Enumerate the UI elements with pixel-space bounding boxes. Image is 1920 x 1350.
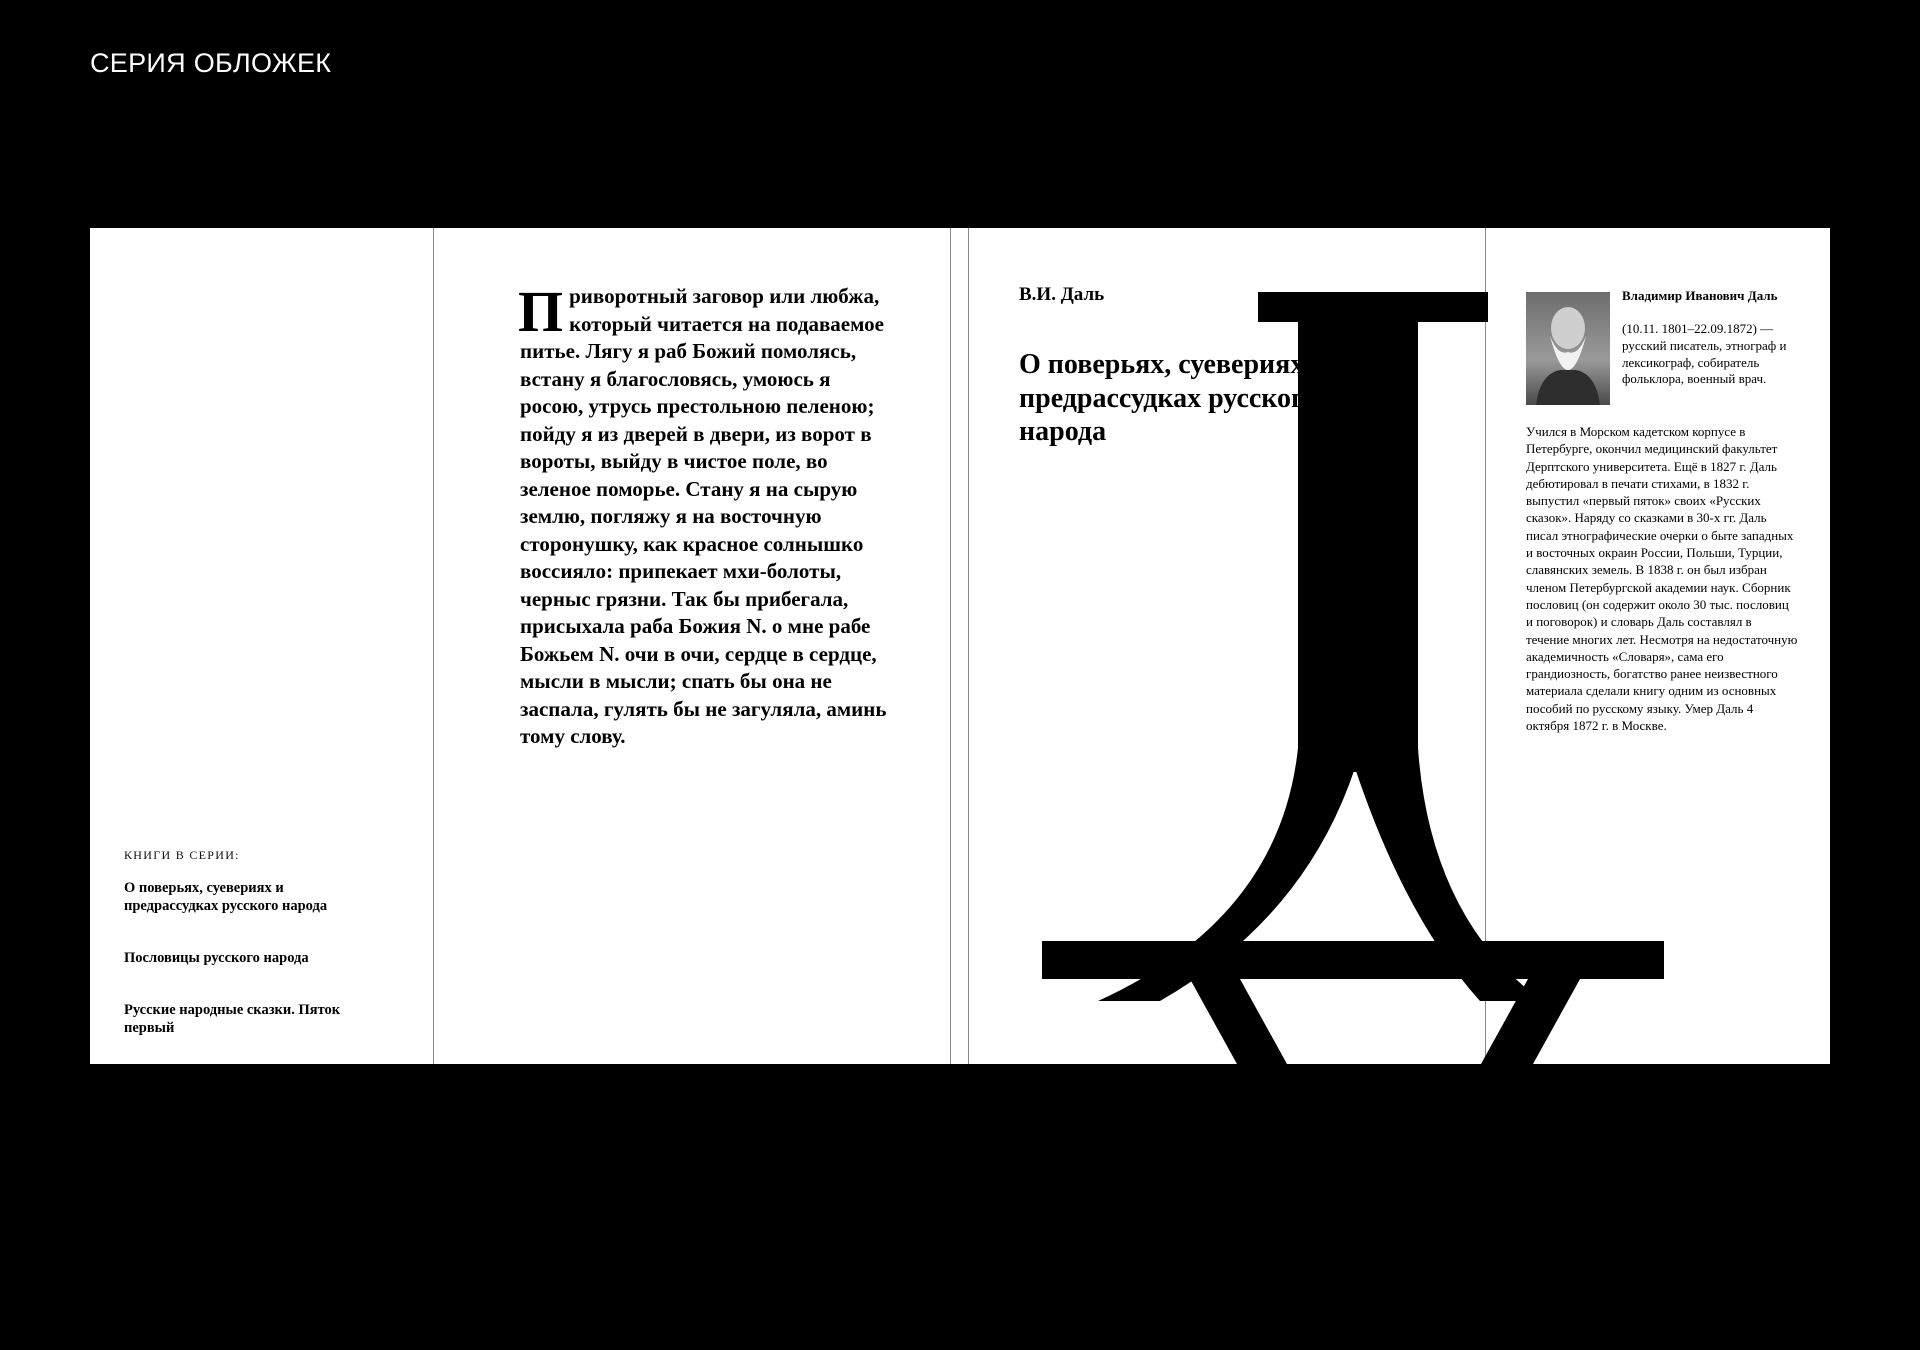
author-name: Владимир Иванович Даль (1622, 288, 1778, 303)
author-biography: Учился в Морском кадетском корпусе в Петербурге, окончил медицинский факультет Дерптского университета. Ещё в 1827 г. Даль дебютировал в печати стихами, в 1832 г. выпустил «первый пяток» своих «Русских сказок». Наряду со сказками в 30-х гг. Даль писал этнографические очерки о быте западных и восточных окраин России, Польши, Турции, славянских земель. В 1838 г. он был избран членом Петербургской академии наук. Сборник пословиц (он содержит около 30 тыс. пословиц и поговорок) и словарь Даль составлял в течение многих лет. Несмотря на недостаточную академичность «Словаря», сама его грандиозность, богатство ранее неизвестного материала сделали книгу одним из основных пособий по русскому языку. Умер Даль 4 октября 1872 г. в Москве. (1526, 424, 1798, 734)
cover-book-title: О поверьях, суевериях и предрассудках русского народа (1019, 349, 1328, 447)
author-portrait (1526, 292, 1610, 405)
series-book-item: О поверьях, суевериях и предрассудках русского народа (124, 880, 328, 914)
cover-spread (90, 228, 1830, 1064)
incantation-text: риворотный заговор или любжа, который читается на подаваемое питье. Лягу я раб Божий помолясь, встану я благословясь, умоюсь я росою, утрусь престольною пеленою; пойду я из дверей в двери, из ворот в вороты, выйду в чистое поле, во зеленое поморье. Стану я на сырую землю, погляжу я на восточную сторонушку, как красное солнышко воссияло: припекает мхи-болоты, черныс грязни. Так бы прибегала, присыхала раба Божия N. о мне рабе Божьем N. очи в очи, сердце в сердце, мысли в мысли; спать бы она не заспала, гулять бы не загуляла, аминь тому слову. (520, 284, 887, 748)
series-book-item: Русские народные сказки. Пяток первый (124, 1002, 341, 1036)
series-book-item: Пословицы русского народа (124, 950, 309, 966)
portrait-illustration (1526, 292, 1610, 405)
series-title: СЕРИЯ ОБЛОЖЕК (90, 48, 332, 78)
author-short-bio: (10.11. 1801–22.09.1872) — русский писатель, этнограф и лексикограф, собиратель фольклора, военный врач. (1622, 321, 1787, 387)
cover-author: В.И. Даль (1019, 284, 1105, 305)
books-in-series-label: КНИГИ В СЕРИИ: (124, 848, 240, 862)
drop-cap: П (518, 279, 564, 344)
